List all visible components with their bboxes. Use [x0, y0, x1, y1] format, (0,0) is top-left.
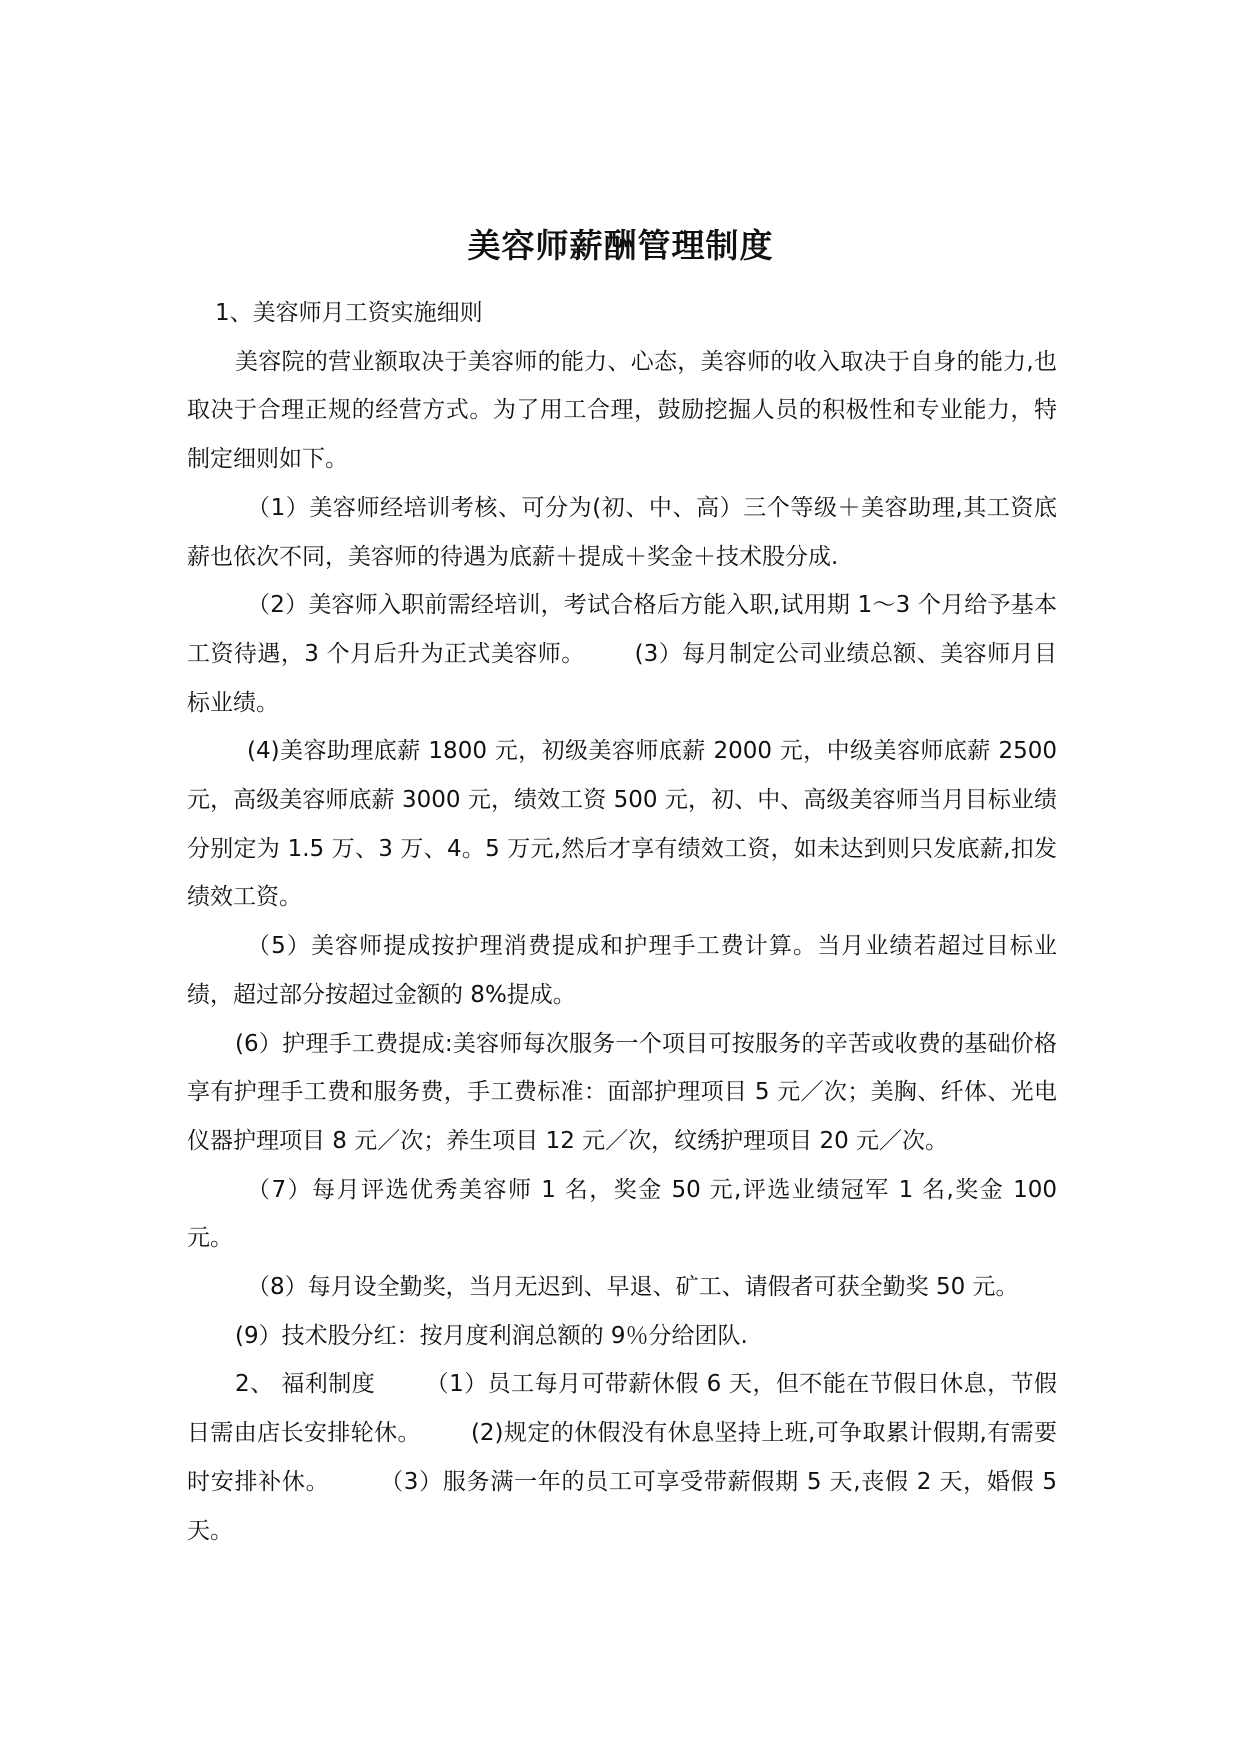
welfare-item-1: （1）员工每月可带薪休假 6 天，但不能在节假日休息，节假日需由店长安排轮休。	[187, 1371, 1058, 1447]
welfare-item-2: (2)规定的休假没有休息坚持上班,可争取累计假期,有需要时安排补休。	[187, 1420, 1058, 1495]
document-title: 美容师薪酬管理制度	[467, 226, 774, 265]
rule-item-8: （8）每月设全勤奖，当月无迟到、早退、矿工、请假者可获全勤奖 50 元。	[247, 1274, 1019, 1301]
document-body	[187, 289, 1057, 1555]
rule-item-9: (9）技术股分红：按月度利润总额的 9％分给团队.	[235, 1322, 748, 1349]
intro-paragraph: 美容院的营业额取决于美容师的能力、心态，美容师的收入取决于自身的能力,也取决于合理正规的经营方式。为了用工合理，鼓励挖掘人员的积极性和专业能力，特制定细则如下。	[187, 348, 1057, 473]
welfare-paragraph	[187, 1360, 1057, 1555]
section-1-heading: 1、美容师月工资实施细则	[215, 300, 483, 326]
rule-item-1: （1）美容师经培训考核、可分为(初、中、高）三个等级＋美容助理,其工资底薪也依次不同，美容师的待遇为底薪＋提成＋奖金＋技术股分成.	[187, 494, 1057, 570]
rule-item-2: （2）美容师入职前需经培训，考试合格后方能入职,试用期 1～3 个月给予基本工资待遇，3 个月后升为正式美容师。	[187, 592, 1057, 667]
rule-item-6: (6）护理手工费提成:美容师每次服务一个项目可按服务的辛苦或收费的基础价格享有护理手工费和服务费，手工费标准：面部护理项目 5 元／次；美胸、纤体、光电仪器护理项目 8 元／次；养生项目 12 元／次，纹绣护理项目 20 元／次。	[187, 1030, 1057, 1154]
welfare-item-3: （3）服务满一年的员工可享受带薪假期 5 天,丧假 2 天，婚假 5 天。	[187, 1468, 1057, 1544]
section-2-heading: 2、 福利制度	[235, 1371, 376, 1398]
rule-item-7: （7）每月评选优秀美容师 1 名，奖金 50 元,评选业绩冠军 1 名,奖金 100 元。	[187, 1176, 1057, 1252]
rule-item-4: (4)美容助理底薪 1800 元，初级美容师底薪 2000 元，中级美容师底薪 2500 元，高级美容师底薪 3000 元，绩效工资 500 元，初、中、高级美容师当月目标业绩分别定为 1.5 万、3 万、4。5 万元,然后才享有绩效工资，如未达到则只发底薪,扣发绩效工资。	[187, 738, 1058, 911]
rule-item-3: (3）每月制定公司业绩总额、美容师月目标业绩。	[187, 640, 1057, 716]
rule-items-2-3	[187, 581, 1057, 727]
rule-item-5: （5）美容师提成按护理消费提成和护理手工费计算。当月业绩若超过目标业绩，超过部分按超过金额的 8%提成。	[187, 933, 1057, 1008]
